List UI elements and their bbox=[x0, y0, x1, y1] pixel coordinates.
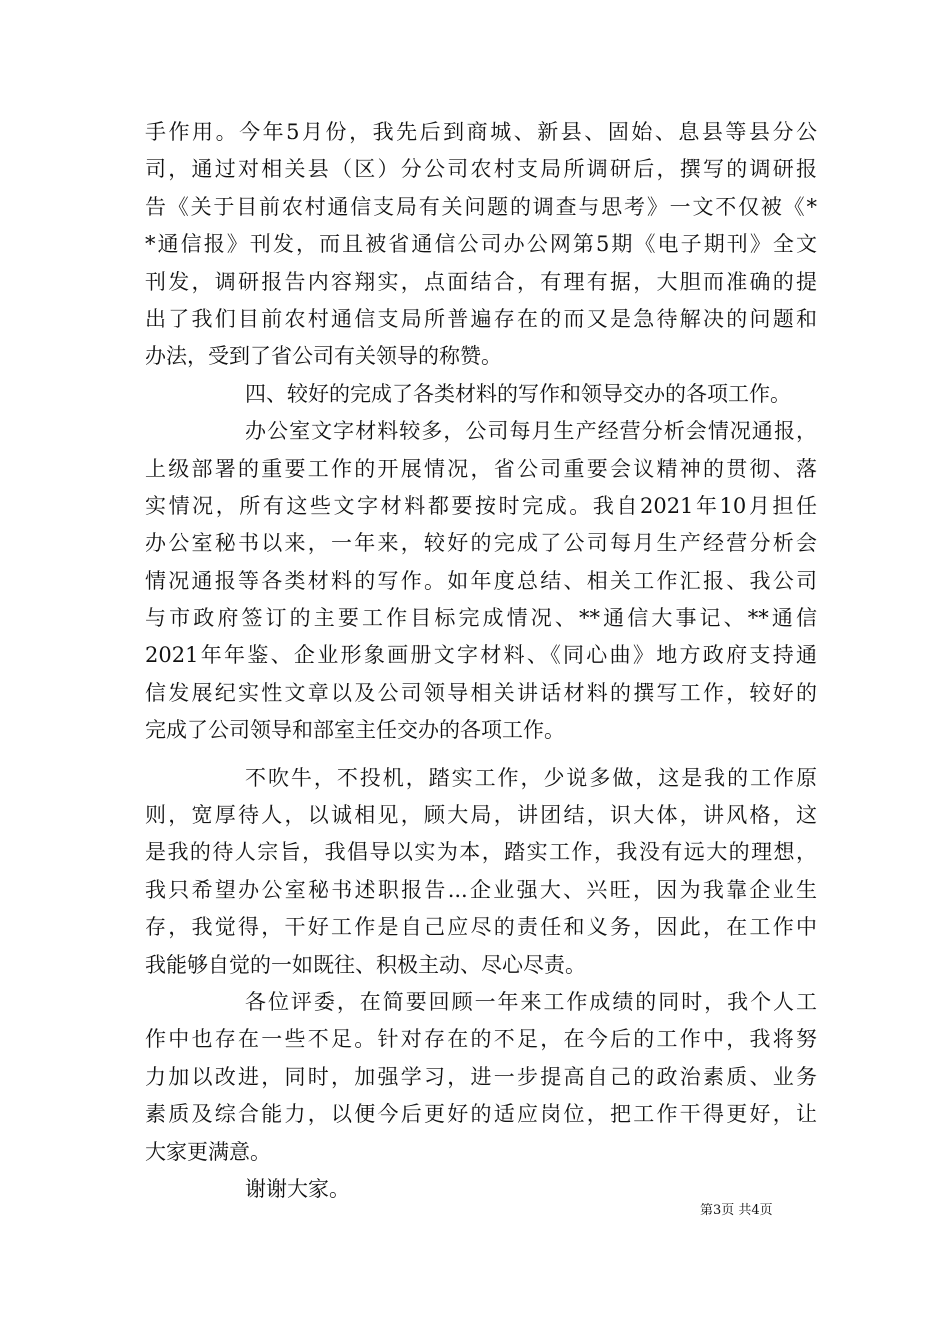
text-line: 出了我们目前农村通信支局所普遍存在的而又是急待解决的问题和 bbox=[145, 306, 817, 331]
text-line: 力加以改进，同时，加强学习，进一步提高自己的政治素质、业务 bbox=[145, 1064, 817, 1089]
paragraph-4 bbox=[145, 760, 817, 984]
text-line: 上级部署的重要工作的开展情况，省公司重要会议精神的贯彻、落 bbox=[145, 456, 817, 481]
text-line: 素质及综合能力，以便今后更好的适应岗位，把工作干得更好，让 bbox=[145, 1102, 817, 1127]
text-line: *通信报》刊发，而且被省通信公司办公网第5期《电子期刊》全文 bbox=[145, 232, 817, 257]
paragraph-3 bbox=[145, 413, 817, 750]
text-line: 是我的待人宗旨，我倡导以实为本，踏实工作，我没有远大的理想， bbox=[145, 840, 817, 865]
text-line: 情况通报等各类材料的写作。如年度总结、相关工作汇报、我公司 bbox=[145, 568, 817, 593]
paragraph-1 bbox=[145, 114, 817, 376]
text-line: 司，通过对相关县（区）分公司农村支局所调研后，撰写的调研报 bbox=[145, 157, 817, 182]
text-line: 我只希望办公室秘书述职报告...企业强大、兴旺，因为我靠企业生 bbox=[145, 877, 817, 902]
page-number: 第3页 共4页 bbox=[700, 1203, 773, 1218]
text-line: 大家更满意。 bbox=[145, 1139, 271, 1164]
text-line: 信发展纪实性文章以及公司领导相关讲话材料的撰写工作，较好的 bbox=[145, 680, 817, 705]
section-heading: 四、较好的完成了各类材料的写作和领导交办的各项工作。 bbox=[245, 381, 791, 406]
paragraph-5 bbox=[145, 984, 817, 1171]
document-body bbox=[145, 114, 817, 1208]
text-line: 办公室文字材料较多，公司每月生产经营分析会情况通报， bbox=[245, 419, 817, 444]
text-line: 实情况，所有这些文字材料都要按时完成。我自2021年10月担任 bbox=[145, 493, 817, 518]
text-line: 则，宽厚待人，以诚相见，顾大局，讲团结，识大体，讲风格，这 bbox=[145, 803, 817, 828]
text-line: 不吹牛，不投机，踏实工作，少说多做，这是我的工作原 bbox=[245, 765, 817, 790]
text-line: 存，我觉得，干好工作是自己应尽的责任和义务，因此，在工作中 bbox=[145, 915, 817, 940]
text-line: 办法，受到了省公司有关领导的称赞。 bbox=[145, 344, 502, 369]
text-line: 2021年年鉴、企业形象画册文字材料、《同心曲》地方政府支持通 bbox=[145, 643, 817, 668]
text-line: 告《关于目前农村通信支局有关问题的调查与思考》一文不仅被《* bbox=[145, 194, 817, 219]
closing-line: 谢谢大家。 bbox=[245, 1176, 350, 1201]
text-line: 作中也存在一些不足。针对存在的不足，在今后的工作中，我将努 bbox=[145, 1027, 817, 1052]
text-line: 我能够自觉的一如既往、积极主动、尽心尽责。 bbox=[145, 952, 586, 977]
paragraph-2-heading bbox=[145, 376, 817, 413]
text-line: 完成了公司领导和部室主任交办的各项工作。 bbox=[145, 718, 565, 743]
text-line: 与市政府签订的主要工作目标完成情况、**通信大事记、**通信 bbox=[145, 606, 817, 631]
text-line: 手作用。今年5月份，我先后到商城、新县、固始、息县等县分公 bbox=[145, 120, 817, 144]
text-line: 各位评委，在简要回顾一年来工作成绩的同时，我个人工 bbox=[245, 989, 817, 1014]
text-line: 办公室秘书以来，一年来，较好的完成了公司每月生产经营分析会 bbox=[145, 531, 817, 556]
text-line: 刊发，调研报告内容翔实，点面结合，有理有据，大胆而准确的提 bbox=[145, 269, 817, 294]
